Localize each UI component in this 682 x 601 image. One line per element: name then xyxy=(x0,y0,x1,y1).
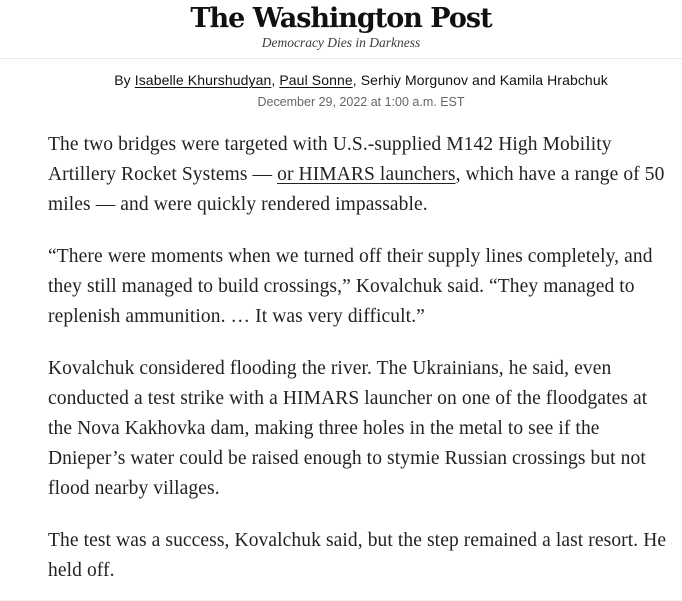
article-body xyxy=(48,130,674,586)
article-paragraph: The test was a success, Kovalchuk said, but the step remained a last resort. He held off. xyxy=(48,530,667,581)
byline: By Isabelle Khurshudyan, Paul Sonne, Serhiy Morgunov and Kamila Hrabchuk xyxy=(114,72,608,88)
article-paragraph: “There were moments when we turned off their supply lines completely, and they still managed to build crossings,” Kovalchuk said. “They managed to replenish ammunition. … It was very difficult.” xyxy=(48,246,653,327)
wapo-logo[interactable]: The Washington Post xyxy=(190,3,492,34)
author-link[interactable]: Paul Sonne xyxy=(279,72,353,88)
article-paragraph: Kovalchuk considered flooding the river. The Ukrainians, he said, even conducted a test strike with a HIMARS launcher on one of the floodgates at the Nova Kakhovka dam, making three holes in the metal to see if the Dnieper’s water could be raised enough to stymie Russian crossings but not flood nearby villages. xyxy=(48,358,648,499)
masthead-tagline: Democracy Dies in Darkness xyxy=(261,35,421,50)
byline-block xyxy=(48,59,674,110)
masthead xyxy=(0,0,682,50)
publish-date: December 29, 2022 at 1:00 a.m. EST xyxy=(257,95,465,109)
article-paragraph: The two bridges were targeted with U.S.-supplied M142 High Mobility Artillery Rocket Systems — or HIMARS launchers, which have a range of 50 miles — and were quickly rendered impassable. xyxy=(48,134,665,215)
author-link[interactable]: Isabelle Khurshudyan xyxy=(134,72,272,88)
inline-link[interactable]: or HIMARS launchers xyxy=(277,164,456,185)
